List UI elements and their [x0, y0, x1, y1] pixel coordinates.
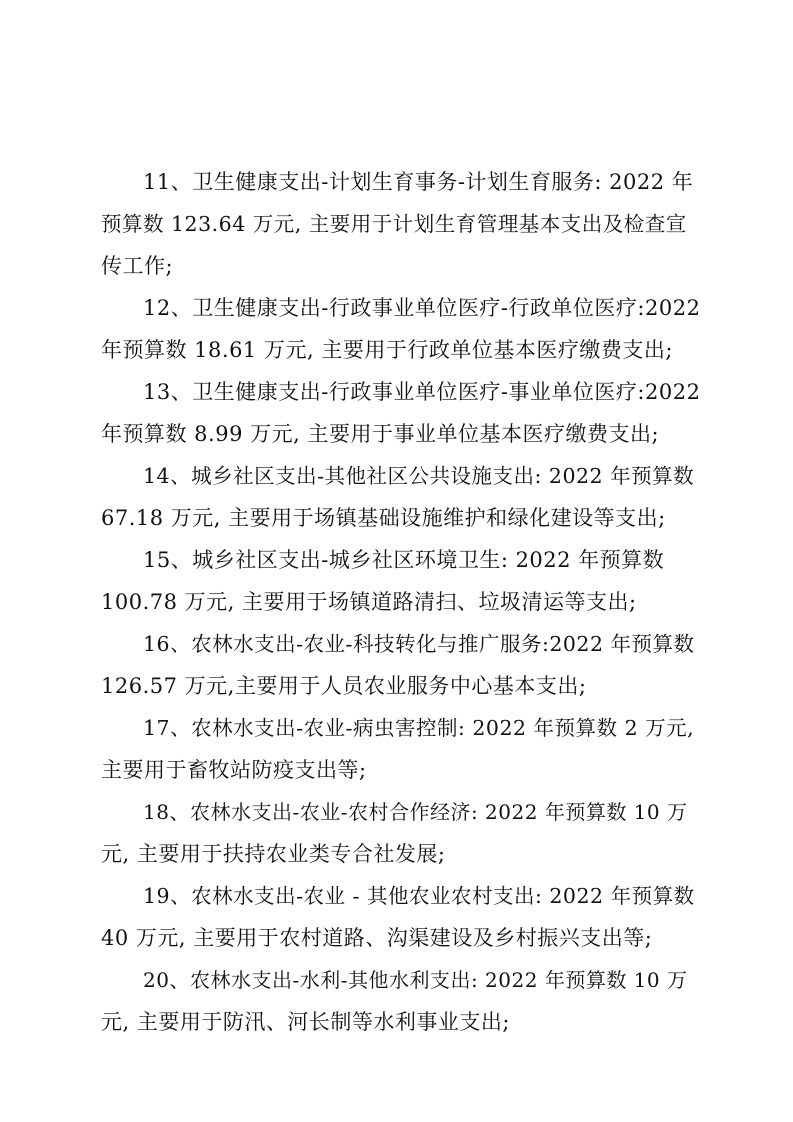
item-text-line: 12、卫生健康支出-行政事业单位医疗-行政单位医疗:2022 — [143, 296, 701, 320]
item-text-line: 年预算数 8.99 万元, 主要用于事业单位基本医疗缴费支出; — [101, 422, 660, 446]
item-text-line: 年预算数 18.61 万元, 主要用于行政单位基本医疗缴费支出; — [101, 338, 673, 362]
item-text-line: 主要用于畜牧站防疫支出等; — [101, 758, 367, 782]
item-text-line: 14、城乡社区支出-其他社区公共设施支出: 2022 年预算数 — [143, 464, 695, 488]
item-text-line: 预算数 123.64 万元, 主要用于计划生育管理基本支出及检查宣 — [101, 212, 687, 236]
item-text-line: 元, 主要用于防汛、河长制等水利事业支出; — [101, 1010, 510, 1034]
item-text-line: 16、农林水支出-农业-科技转化与推广服务:2022 年预算数 — [143, 632, 695, 656]
item-text-line: 17、农林水支出-农业-病虫害控制: 2022 年预算数 2 万元, — [143, 716, 695, 740]
item-text-line: 11、卫生健康支出-计划生育事务-计划生育服务: 2022 年 — [143, 170, 694, 194]
item-text-line: 15、城乡社区支出-城乡社区环境卫生: 2022 年预算数 — [143, 548, 665, 572]
item-text-line: 100.78 万元, 主要用于场镇道路清扫、垃圾清运等支出; — [101, 590, 637, 614]
item-text-line: 67.18 万元, 主要用于场镇基础设施维护和绿化建设等支出; — [101, 506, 666, 530]
item-text-line: 13、卫生健康支出-行政事业单位医疗-事业单位医疗:2022 — [143, 380, 701, 404]
item-text-line: 126.57 万元,主要用于人员农业服务中心基本支出; — [101, 674, 587, 698]
item-text-line: 20、农林水支出-水利-其他水利支出: 2022 年预算数 10 万 — [143, 968, 688, 992]
item-text-line: 19、农林水支出-农业 - 其他农业农村支出: 2022 年预算数 — [143, 884, 695, 908]
item-text-line: 40 万元, 主要用于农村道路、沟渠建设及乡村振兴支出等; — [101, 926, 653, 950]
item-text-line: 元, 主要用于扶持农业类专合社发展; — [101, 842, 446, 866]
item-text-line: 18、农林水支出-农业-农村合作经济: 2022 年预算数 10 万 — [143, 800, 688, 824]
item-text-line: 传工作; — [101, 254, 174, 278]
